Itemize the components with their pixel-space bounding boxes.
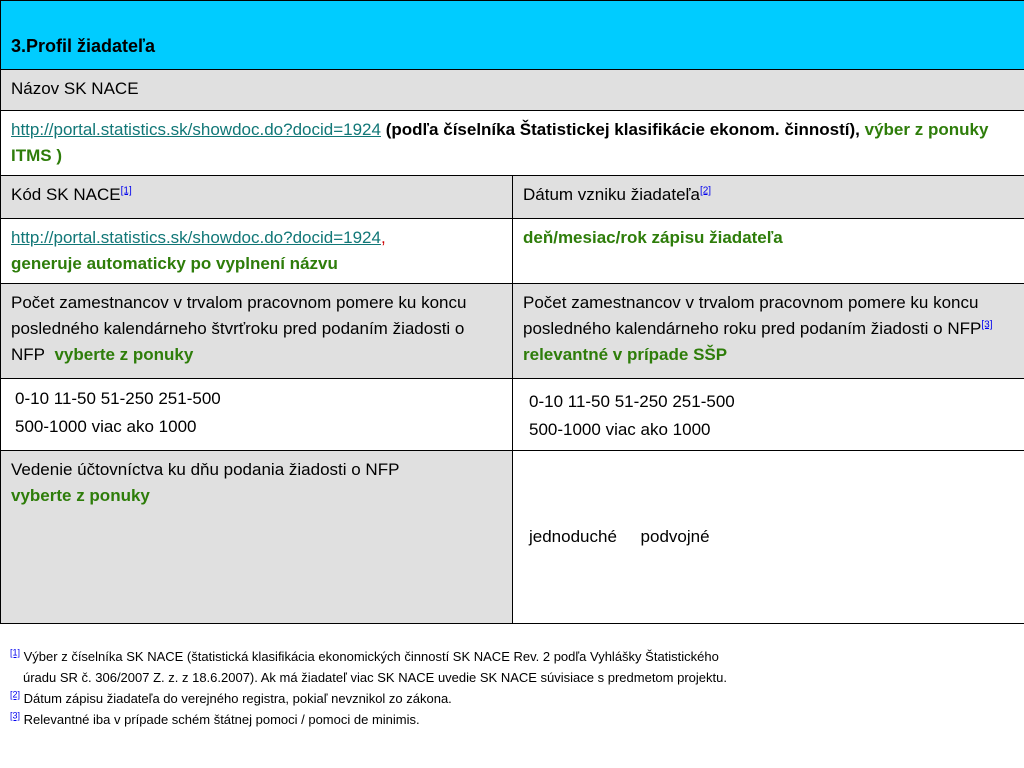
founding-date-label-cell (513, 176, 1024, 219)
footnote-2-ref[interactable]: [2] (10, 689, 21, 700)
title-row (1, 1, 1024, 70)
founding-date-label: Dátum vzniku žiadateľa (523, 185, 700, 204)
nace-link-row (1, 111, 1024, 176)
footnote-1-line-2: úradu SR č. 306/2007 Z. z. z 18.6.2007). Ak má žiadateľ viac SK NACE uvedie SK NACE súvisiace s predmetom projektu. (23, 670, 727, 685)
nace-itms-note: výber z ponuky ITMS ) (11, 120, 989, 165)
footnote-2 (10, 688, 1010, 709)
employees-quarter-text: Počet zamestnancov v trvalom pracovnom pomere ku koncu posledného kalendárneho štvrťroku pred podaním žiadosti o NFP (11, 293, 467, 364)
nace-code-detail-cell (1, 219, 513, 284)
nace-code-label: Kód SK NACE (11, 185, 121, 204)
year-range-line-2: 500-1000 viac ako 1000 (529, 420, 711, 439)
nace-code-label-cell (1, 176, 513, 219)
year-range-line-1: 0-10 11-50 51-250 251-500 (529, 392, 735, 411)
link-comma: , (380, 228, 386, 247)
founding-date-note: deň/mesiac/rok zápisu žiadateľa (523, 228, 783, 247)
footnote-1-line-1: Výber z číselníka SK NACE (štatistická klasifikácia ekonomických činností SK NACE Rev. 2 podľa Vyhlášky Štatistického (23, 649, 719, 664)
footnotes (10, 646, 1010, 730)
nace-statistics-link[interactable]: http://portal.statistics.sk/showdoc.do?docid=1924 (11, 120, 381, 139)
footnote-1 (10, 646, 1010, 688)
ranges-row (1, 379, 1024, 451)
footnote-2-text: Dátum zápisu žiadateľa do verejného registra, pokiaľ nevznikol zo zákona. (23, 691, 452, 706)
code-header-row (1, 176, 1024, 219)
footnote-1-ref[interactable]: [1] (10, 647, 21, 658)
accounting-row (1, 451, 1024, 624)
nace-name-row (1, 70, 1024, 111)
employees-quarter-select-note: vyberte z ponuky (54, 345, 194, 364)
accounting-label: Vedenie účtovníctva ku dňu podania žiadosti o NFP (11, 460, 400, 479)
employees-quarter-options[interactable] (1, 379, 513, 451)
section-title: 3.Profil žiadateľa (1, 1, 1024, 70)
quarter-range-line-2: 500-1000 viac ako 1000 (15, 417, 197, 436)
founding-date-detail-cell (513, 219, 1024, 284)
footnote-3-ref[interactable]: [3] (10, 710, 21, 721)
nace-code-auto-note: generuje automaticky po vyplnení názvu (11, 254, 338, 273)
accounting-label-cell (1, 451, 513, 624)
employees-year-cell (513, 284, 1024, 379)
nace-link-cell (1, 111, 1024, 176)
employees-row (1, 284, 1024, 379)
footnote-ref-2[interactable]: [2] (699, 185, 712, 197)
employees-quarter-cell (1, 284, 513, 379)
nace-name-label: Názov SK NACE (1, 70, 1024, 111)
accounting-options[interactable]: jednoduché podvojné (513, 451, 1024, 624)
footnote-3-text: Relevantné iba v prípade schém štátnej pomoci / pomoci de minimis. (23, 712, 420, 727)
footnote-ref-3[interactable]: [3] (981, 319, 993, 331)
nace-code-link[interactable]: http://portal.statistics.sk/showdoc.do?docid=1924 (11, 228, 381, 247)
employees-year-relevance-note: relevantné v prípade SŠP (523, 345, 728, 364)
accounting-select-note: vyberte z ponuky (11, 486, 150, 505)
nace-classification-note: (podľa číselníka Štatistickej klasifikácie ekonom. činností), (380, 120, 865, 139)
footnote-3 (10, 709, 1010, 730)
footnote-ref-1[interactable]: [1] (120, 185, 132, 197)
employees-year-text: Počet zamestnancov v trvalom pracovnom pomere ku koncu posledného kalendárneho roku pred podaním žiadosti o NFP (523, 293, 982, 338)
employees-year-options[interactable] (513, 379, 1024, 451)
code-detail-row (1, 219, 1024, 284)
quarter-range-line-1: 0-10 11-50 51-250 251-500 (15, 389, 221, 408)
